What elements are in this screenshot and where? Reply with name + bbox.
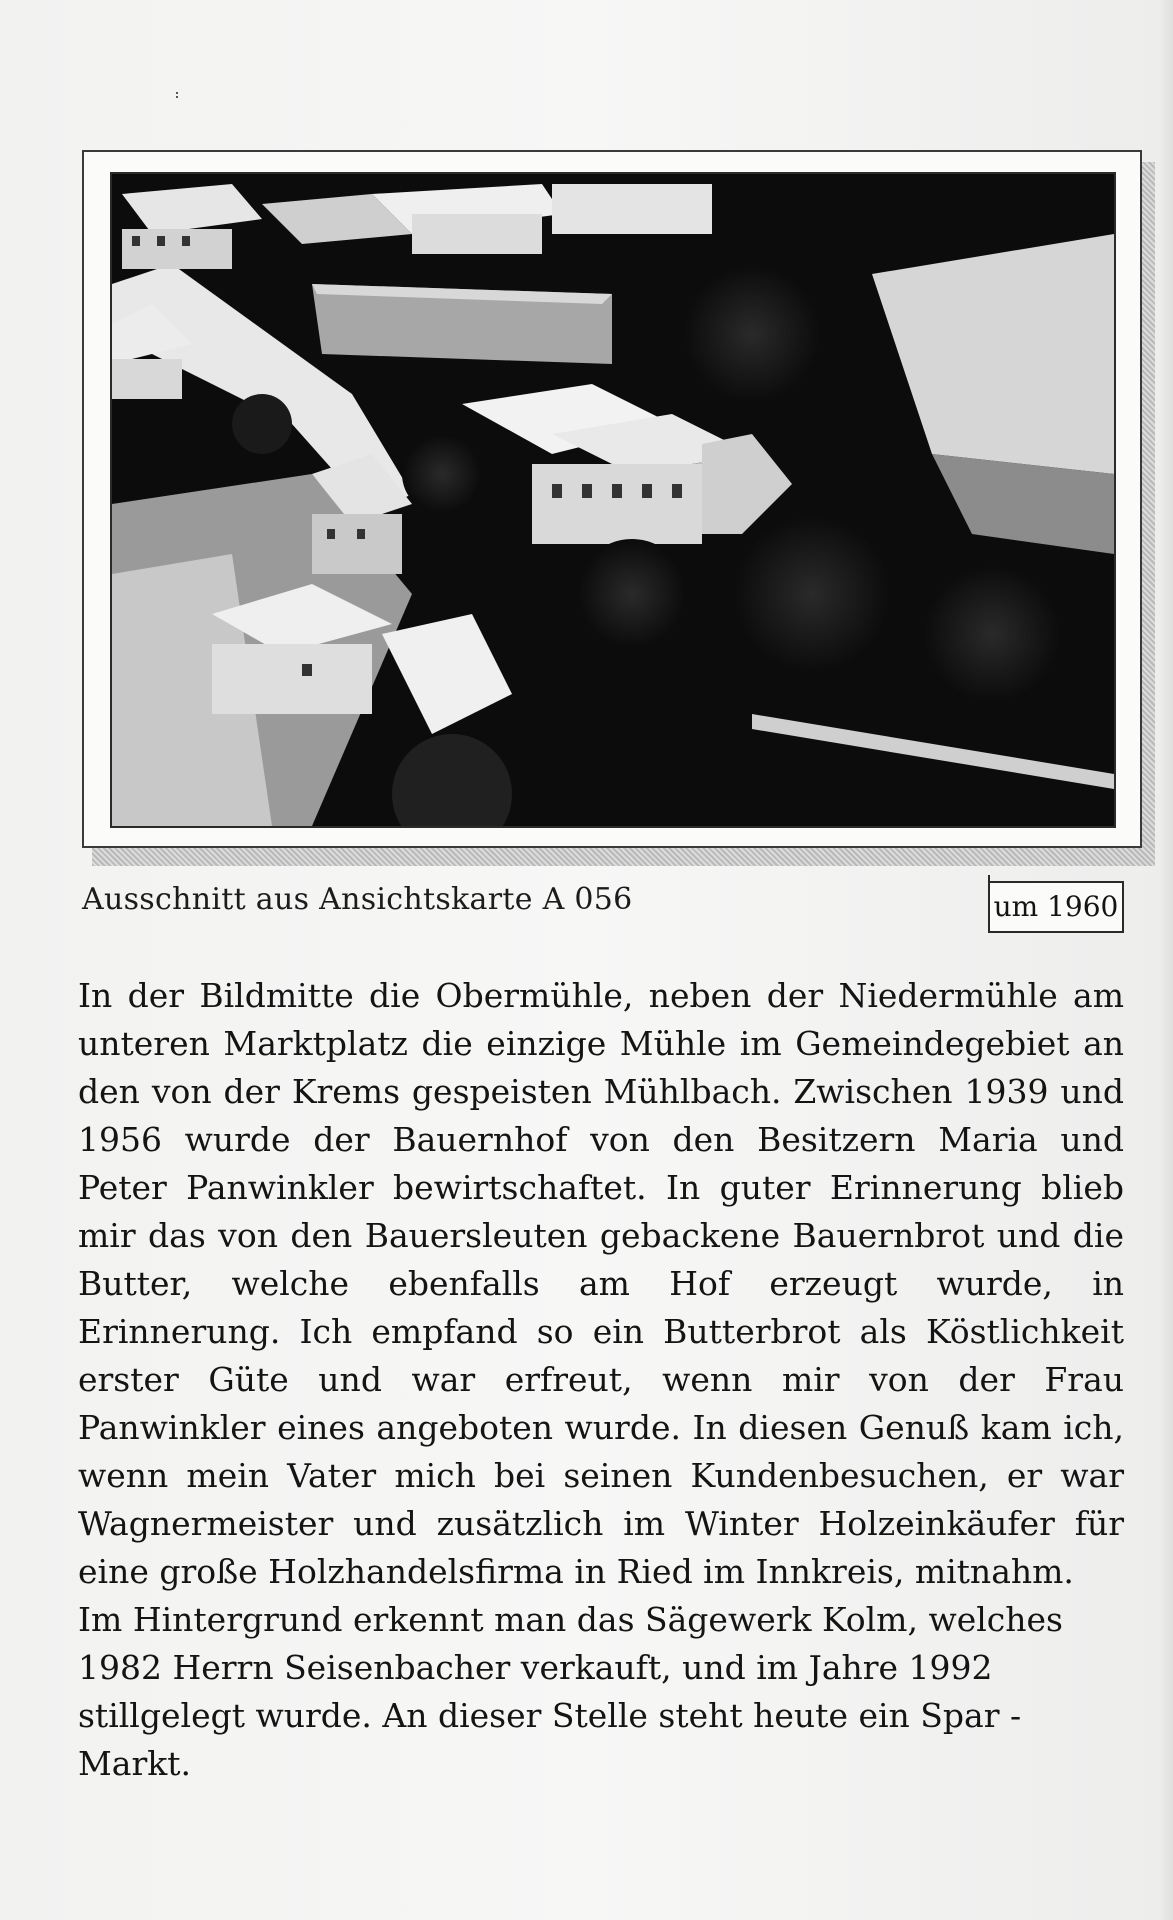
- page-edge-shadow: [1159, 0, 1173, 1920]
- print-mark: [176, 92, 181, 98]
- photo-date-badge: um 1960: [988, 881, 1124, 933]
- aerial-photo: [110, 172, 1116, 828]
- paragraph: Im Hintergrund erkennt man das Sägewerk Kolm, welches 1982 Herrn Seisenbacher verkauft, und im Jahre 1992 stillgelegt wurde. An dieser Stelle steht heute ein Spar - Markt.: [78, 1600, 1063, 1783]
- body-text: [78, 972, 1124, 1788]
- photo-frame: [82, 150, 1142, 848]
- aerial-photo-image: [112, 174, 1114, 826]
- paragraph: In der Bildmitte die Obermühle, neben der Niedermühle am unteren Marktplatz die einzige Mühle im Gemeindegebiet an den von der Krems gespeisten Mühlbach. Zwischen 1939 und 1956 wurde der Bauernhof von den Besitzern Maria und Peter Panwinkler bewirtschaftet. In guter Erinnerung blieb mir das von den Bauersleuten gebackene Bauernbrot und die Butter, welche ebenfalls am Hof erzeugt wurde, in Erinnerung. Ich empfand so ein Butterbrot als Köstlichkeit erster Güte und war erfreut, wenn mir von der Frau Panwinkler eines angeboten wurde. In diesen Genuß kam ich, wenn mein Vater mich bei seinen Kundenbesuchen, er war Wagnermeister und zusätzlich im Winter Holzeinkäufer für eine große Holzhandelsfirma in Ried im Innkreis, mitnahm.: [78, 976, 1124, 1591]
- photo-caption: Ausschnitt aus Ansichtskarte A 056: [82, 882, 633, 917]
